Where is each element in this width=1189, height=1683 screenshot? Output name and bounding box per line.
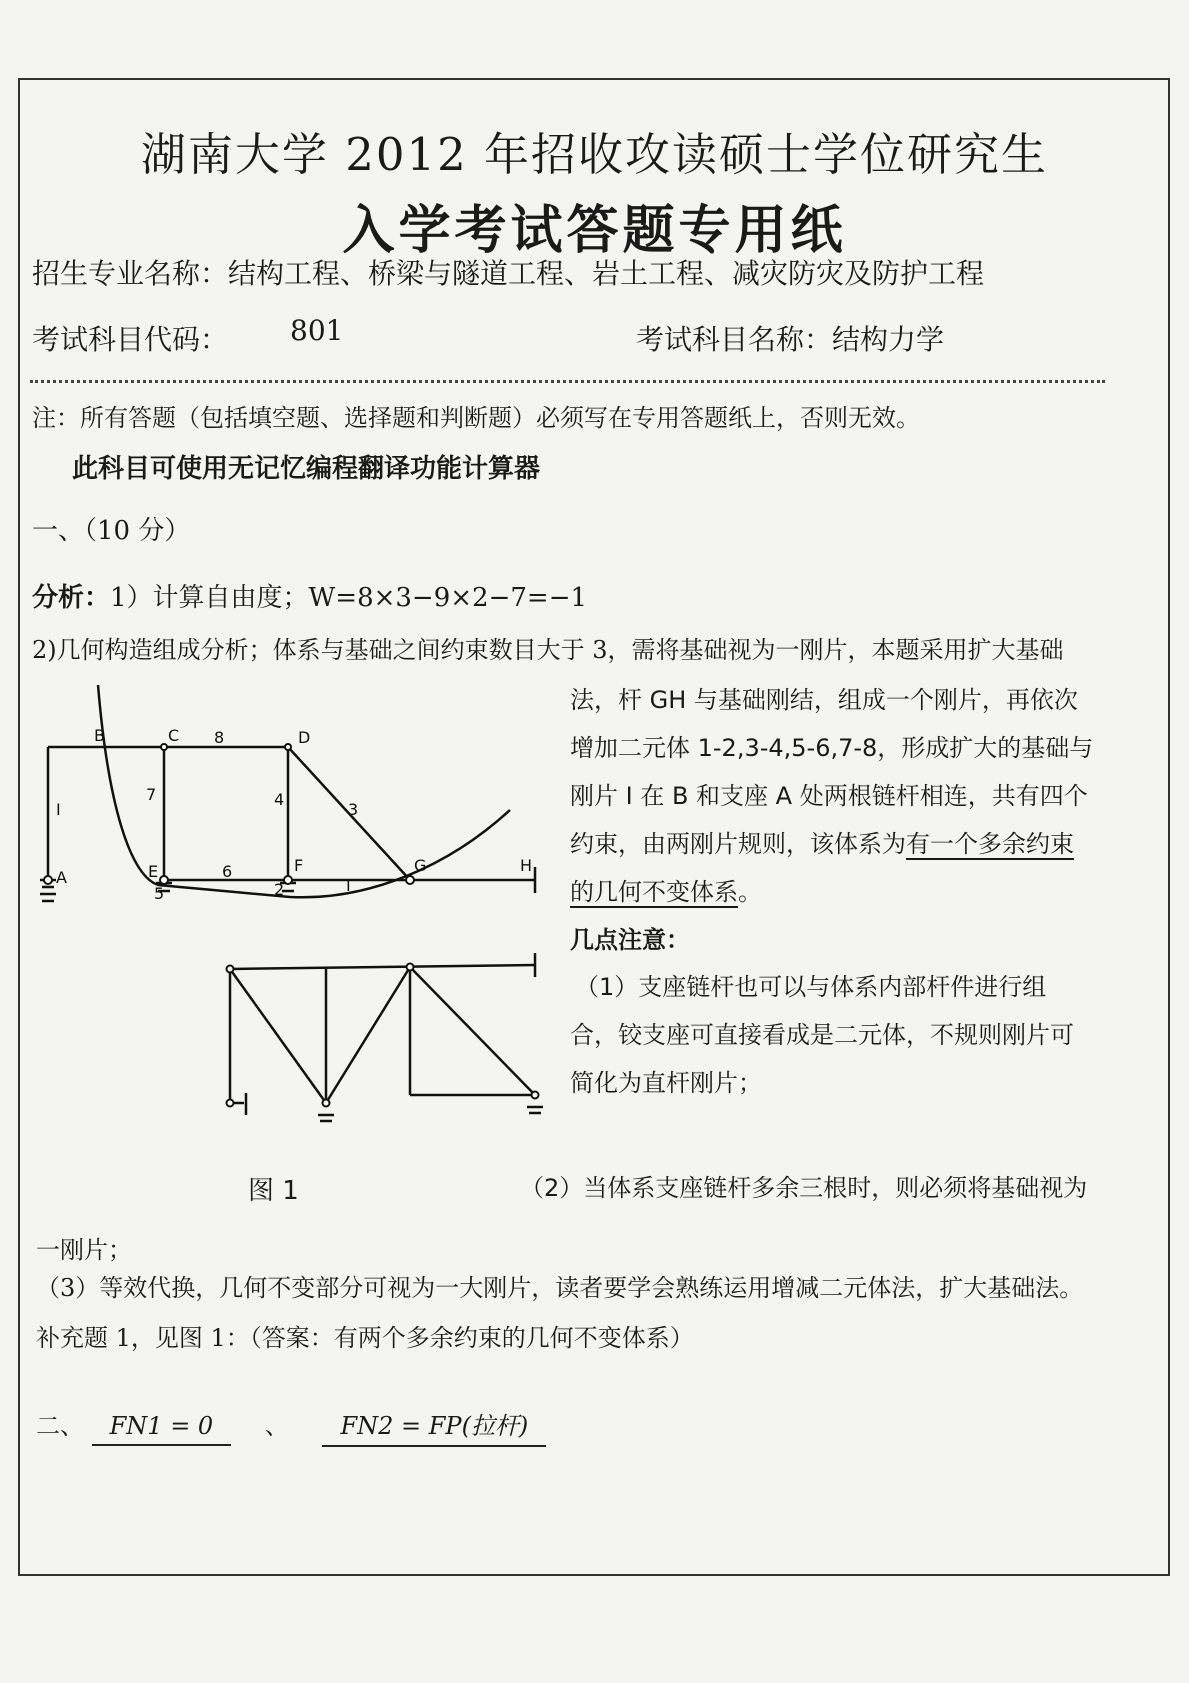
analysis-right-line-3: 刚片 I 在 B 和支座 A 处两根链杆相连，共有四个	[570, 782, 1088, 810]
truss-node-4	[532, 1092, 539, 1099]
truss-diag-3	[410, 967, 535, 1095]
major-label: 招生专业名称：	[32, 257, 229, 290]
major-value: 结构工程、桥梁与隧道工程、岩土工程、减灾防灾及防护工程	[228, 257, 985, 290]
label-g: G	[414, 856, 427, 875]
label-5: 5	[154, 884, 165, 903]
truss-mid-support	[318, 1115, 334, 1121]
note-1-line-2: 合，铰支座可直接看成是二元体，不规则刚片可	[570, 1021, 1074, 1049]
note-1-line-3: 简化为直杆刚片；	[570, 1069, 762, 1097]
answer-fn2: FN2 = FP(拉杆)	[322, 1406, 546, 1447]
answer-separator: 、	[264, 1412, 289, 1440]
conclusion-end: 。	[738, 878, 762, 906]
label-c: C	[168, 726, 180, 745]
subject-row	[636, 318, 944, 358]
label-h: H	[520, 856, 533, 875]
notice-text: 注：所有答题（包括填空题、选择题和判断题）必须写在专用答题纸上，否则无效。	[32, 404, 920, 432]
major-row	[32, 252, 984, 292]
supplement-question: 补充题 1，见图 1：（答案：有两个多余约束的几何不变体系）	[36, 1324, 694, 1352]
note-3: （3）等效代换，几何不变部分可视为一大刚片，读者要学会熟练运用增减二元体法，扩大基础法。	[36, 1274, 1084, 1302]
answer-fn1: FN1 = 0	[92, 1412, 232, 1446]
question-1-heading: 一、（10 分）	[32, 516, 191, 546]
exam-code-value: 801	[290, 314, 344, 347]
node-c	[161, 744, 167, 750]
node-a	[44, 876, 52, 884]
analysis-1-text: 1）计算自由度；W=8×3−9×2−7=−1	[110, 583, 588, 613]
label-7: 7	[146, 785, 157, 804]
title-line-2: 入学考试答题专用纸	[342, 200, 847, 261]
analysis-step-2: 2)几何构造组成分析；体系与基础之间约束数目大于 3，需将基础视为一刚片，本题采用扩大基础	[32, 636, 1064, 664]
subject-label: 考试科目名称：	[636, 323, 833, 356]
analysis-right-line-4	[570, 824, 1074, 859]
figure-1-svg	[30, 675, 570, 1125]
conclusion-line	[570, 872, 762, 907]
note-1-line-1: （1）支座链杆也可以与体系内部杆件进行组	[575, 973, 1047, 1001]
node-e	[160, 876, 168, 884]
label-3: 3	[348, 800, 359, 819]
analysis-right-line-4-text: 约束，由两刚片规则，该体系为	[570, 830, 906, 858]
curved-member	[98, 685, 510, 897]
subject-value: 结构力学	[832, 323, 945, 356]
label-e: E	[148, 862, 159, 881]
conclusion-part-2: 的几何不变体系	[570, 878, 738, 906]
truss-node-3	[323, 1100, 330, 1107]
label-d: D	[298, 728, 311, 747]
label-bar-i-left: I	[56, 800, 61, 819]
label-b: B	[94, 726, 105, 745]
truss-diag-1	[230, 969, 326, 1103]
analysis-right-line-1: 法，杆 GH 与基础刚结，组成一个刚片，再依次	[570, 686, 1078, 714]
label-f: F	[294, 856, 304, 875]
question-2-label: 二、	[36, 1412, 84, 1440]
structure-figure	[30, 675, 570, 1125]
analysis-step-1	[32, 577, 587, 614]
truss-node-2	[407, 964, 414, 971]
analysis-label: 分析：	[32, 583, 111, 613]
analysis-right-line-2: 增加二元体 1-2,3-4,5-6,7-8，形成扩大的基础与	[570, 734, 1094, 762]
note-2-line-1: （2）当体系支座链杆多余三根时，则必须将基础视为	[520, 1174, 1088, 1202]
exam-code-label: 考试科目代码：	[32, 323, 229, 356]
title-line-1: 湖南大学 2012 年招收攻读硕士学位研究生	[140, 128, 1049, 181]
calculator-note: 此科目可使用无记忆编程翻译功能计算器	[72, 454, 541, 484]
note-2-line-2: 一刚片；	[36, 1236, 132, 1264]
label-2: 2	[274, 880, 285, 899]
label-a: A	[56, 868, 67, 887]
notes-title: 几点注意：	[570, 926, 690, 954]
truss-top-chord	[230, 965, 535, 969]
truss-diag-2	[326, 967, 410, 1103]
dotted-divider	[30, 380, 1105, 383]
question-2-row	[36, 1406, 546, 1447]
label-bar-i-bottom: I	[346, 876, 351, 895]
truss-node-1	[227, 966, 234, 973]
truss-right-support	[527, 1107, 543, 1113]
conclusion-part-1: 有一个多余约束	[906, 830, 1074, 858]
figure-caption: 图 1	[248, 1176, 299, 1206]
node-f	[284, 876, 292, 884]
truss-node-5	[227, 1100, 234, 1107]
node-d	[285, 744, 291, 750]
label-6: 6	[222, 862, 233, 881]
label-8: 8	[214, 728, 225, 747]
node-g	[406, 876, 414, 884]
label-4: 4	[274, 790, 285, 809]
